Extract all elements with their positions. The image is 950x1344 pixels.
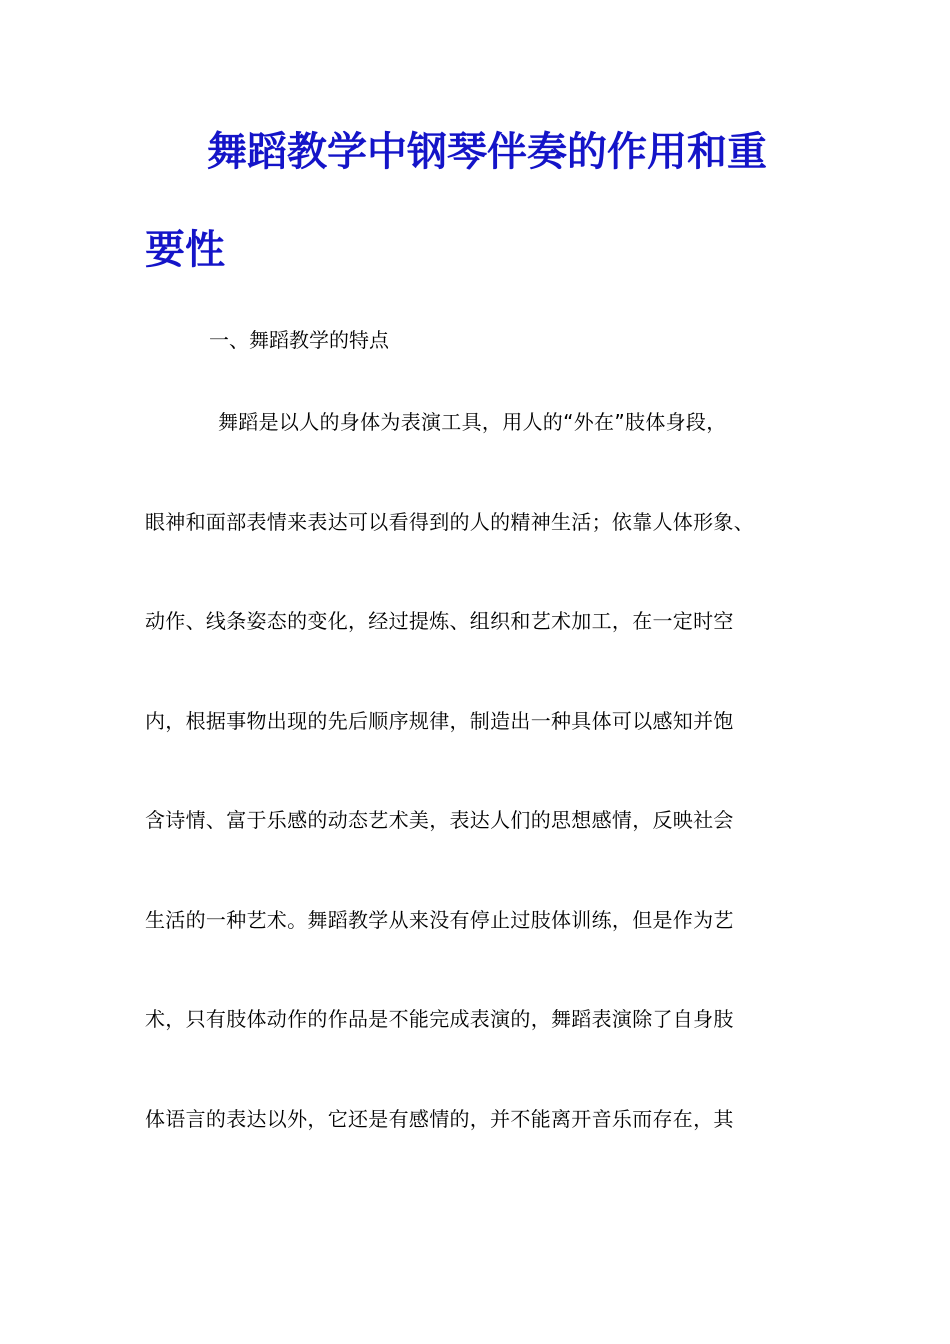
paragraph-line: 体语言的表达以外，它还是有感情的，并不能离开音乐而存在，其 [145, 1107, 734, 1131]
paragraph-line: 术，只有肢体动作的作品是不能完成表演的，舞蹈表演除了自身肢 [145, 1007, 734, 1031]
paragraph-line: 生活的一种艺术。舞蹈教学从来没有停止过肢体训练，但是作为艺 [145, 908, 734, 932]
paragraph-line: 内，根据事物出现的先后顺序规律，制造出一种具体可以感知并饱 [145, 709, 734, 733]
document-title-line-1: 舞蹈教学中钢琴伴奏的作用和重 [207, 129, 767, 175]
paragraph-line: 眼神和面部表情来表达可以看得到的人的精神生活；依靠人体形象、 [145, 510, 754, 534]
paragraph-line: 动作、线条姿态的变化，经过提炼、组织和艺术加工，在一定时空 [145, 609, 734, 633]
section-heading: 一、舞蹈教学的特点 [209, 328, 389, 352]
paragraph-line: 舞蹈是以人的身体为表演工具，用人的“外在”肢体身段， [218, 410, 727, 434]
paragraph-line: 含诗情、富于乐感的动态艺术美，表达人们的思想感情，反映社会 [145, 808, 734, 832]
document-title-line-2: 要性 [145, 227, 225, 273]
